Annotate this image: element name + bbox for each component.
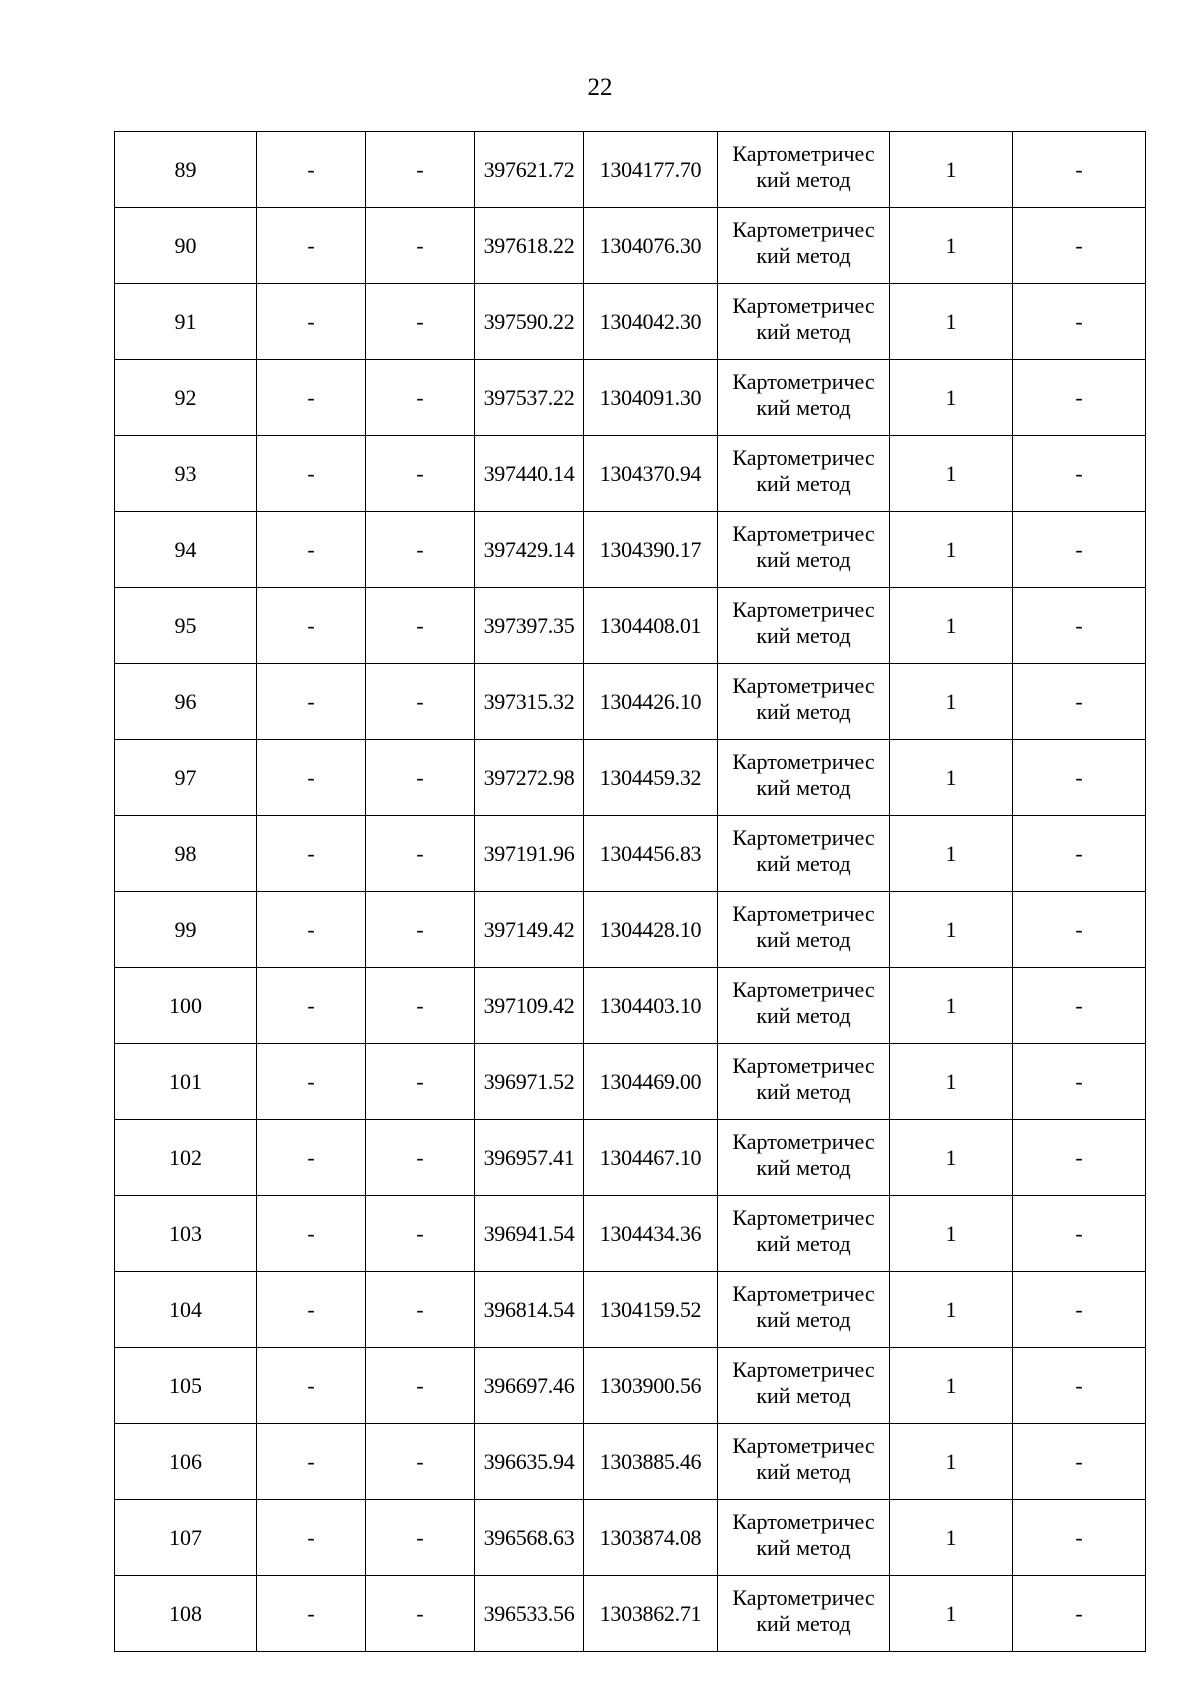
- dash-cell: -: [257, 892, 366, 968]
- table-row: [115, 740, 1146, 816]
- y-coordinate-cell: 1303900.56: [584, 1348, 718, 1424]
- point-number-cell: 92: [115, 360, 257, 436]
- point-number-cell: 108: [115, 1576, 257, 1652]
- dash-cell: -: [1013, 512, 1146, 588]
- dash-cell: -: [366, 968, 475, 1044]
- y-coordinate-cell: 1304467.10: [584, 1120, 718, 1196]
- method-line-2: кий метод: [756, 622, 851, 648]
- dash-cell: -: [1013, 740, 1146, 816]
- table-row: [115, 284, 1146, 360]
- x-coordinate-cell: 396941.54: [475, 1196, 584, 1272]
- table-row: [115, 1348, 1146, 1424]
- x-coordinate-cell: 397315.32: [475, 664, 584, 740]
- method-line-1: Картометричес: [732, 748, 875, 774]
- accuracy-cell: 1: [890, 740, 1013, 816]
- dash-cell: -: [1013, 1500, 1146, 1576]
- method-line-2: кий метод: [756, 1458, 851, 1484]
- dash-cell: -: [1013, 1120, 1146, 1196]
- x-coordinate-cell: 397590.22: [475, 284, 584, 360]
- y-coordinate-cell: 1304159.52: [584, 1272, 718, 1348]
- table-row: [115, 436, 1146, 512]
- method-line-2: кий метод: [756, 1002, 851, 1028]
- accuracy-cell: 1: [890, 892, 1013, 968]
- point-number-cell: 95: [115, 588, 257, 664]
- x-coordinate-cell: 397618.22: [475, 208, 584, 284]
- x-coordinate-cell: 397621.72: [475, 132, 584, 208]
- method-line-1: Картометричес: [732, 1128, 875, 1154]
- x-coordinate-cell: 397191.96: [475, 816, 584, 892]
- dash-cell: -: [257, 1348, 366, 1424]
- method-line-2: кий метод: [756, 774, 851, 800]
- method-line-1: Картометричес: [732, 1280, 875, 1306]
- method-line-1: Картометричес: [732, 976, 875, 1002]
- y-coordinate-cell: 1303862.71: [584, 1576, 718, 1652]
- x-coordinate-cell: 396568.63: [475, 1500, 584, 1576]
- method-cell: [718, 968, 890, 1044]
- dash-cell: -: [257, 588, 366, 664]
- dash-cell: -: [257, 1576, 366, 1652]
- method-line-2: кий метод: [756, 166, 851, 192]
- dash-cell: -: [366, 436, 475, 512]
- method-cell: [718, 1272, 890, 1348]
- dash-cell: -: [257, 1424, 366, 1500]
- method-line-1: Картометричес: [732, 1432, 875, 1458]
- dash-cell: -: [257, 740, 366, 816]
- dash-cell: -: [257, 208, 366, 284]
- dash-cell: -: [366, 816, 475, 892]
- x-coordinate-cell: 397429.14: [475, 512, 584, 588]
- accuracy-cell: 1: [890, 1576, 1013, 1652]
- dash-cell: -: [257, 1120, 366, 1196]
- dash-cell: -: [366, 1424, 475, 1500]
- method-line-2: кий метод: [756, 1230, 851, 1256]
- method-line-2: кий метод: [756, 318, 851, 344]
- dash-cell: -: [257, 132, 366, 208]
- method-cell: [718, 816, 890, 892]
- dash-cell: -: [1013, 436, 1146, 512]
- coordinates-table: [114, 131, 1146, 1652]
- dash-cell: -: [366, 892, 475, 968]
- method-cell: [718, 1348, 890, 1424]
- table-row: [115, 968, 1146, 1044]
- y-coordinate-cell: 1304459.32: [584, 740, 718, 816]
- method-line-1: Картометричес: [732, 900, 875, 926]
- dash-cell: -: [366, 284, 475, 360]
- accuracy-cell: 1: [890, 360, 1013, 436]
- y-coordinate-cell: 1304428.10: [584, 892, 718, 968]
- accuracy-cell: 1: [890, 1120, 1013, 1196]
- method-line-1: Картометричес: [732, 1584, 875, 1610]
- method-cell: [718, 1500, 890, 1576]
- point-number-cell: 102: [115, 1120, 257, 1196]
- dash-cell: -: [366, 1196, 475, 1272]
- method-line-1: Картометричес: [732, 1204, 875, 1230]
- dash-cell: -: [1013, 968, 1146, 1044]
- dash-cell: -: [1013, 360, 1146, 436]
- dash-cell: -: [366, 360, 475, 436]
- method-cell: [718, 436, 890, 512]
- accuracy-cell: 1: [890, 1348, 1013, 1424]
- accuracy-cell: 1: [890, 1044, 1013, 1120]
- y-coordinate-cell: 1304091.30: [584, 360, 718, 436]
- accuracy-cell: 1: [890, 588, 1013, 664]
- dash-cell: -: [366, 740, 475, 816]
- dash-cell: -: [366, 1120, 475, 1196]
- dash-cell: -: [1013, 1272, 1146, 1348]
- point-number-cell: 98: [115, 816, 257, 892]
- dash-cell: -: [257, 360, 366, 436]
- table-row: [115, 588, 1146, 664]
- point-number-cell: 106: [115, 1424, 257, 1500]
- method-line-2: кий метод: [756, 1306, 851, 1332]
- x-coordinate-cell: 397149.42: [475, 892, 584, 968]
- accuracy-cell: 1: [890, 436, 1013, 512]
- method-cell: [718, 1044, 890, 1120]
- method-line-2: кий метод: [756, 1078, 851, 1104]
- x-coordinate-cell: 396814.54: [475, 1272, 584, 1348]
- accuracy-cell: 1: [890, 284, 1013, 360]
- dash-cell: -: [366, 588, 475, 664]
- method-cell: [718, 892, 890, 968]
- dash-cell: -: [1013, 1576, 1146, 1652]
- x-coordinate-cell: 396957.41: [475, 1120, 584, 1196]
- dash-cell: -: [366, 1348, 475, 1424]
- dash-cell: -: [366, 208, 475, 284]
- table-row: [115, 1044, 1146, 1120]
- dash-cell: -: [257, 1044, 366, 1120]
- table-row: [115, 1272, 1146, 1348]
- dash-cell: -: [1013, 284, 1146, 360]
- y-coordinate-cell: 1304042.30: [584, 284, 718, 360]
- dash-cell: -: [257, 512, 366, 588]
- dash-cell: -: [366, 512, 475, 588]
- dash-cell: -: [366, 1044, 475, 1120]
- point-number-cell: 94: [115, 512, 257, 588]
- dash-cell: -: [1013, 1044, 1146, 1120]
- method-cell: [718, 208, 890, 284]
- table-row: [115, 664, 1146, 740]
- y-coordinate-cell: 1304403.10: [584, 968, 718, 1044]
- method-cell: [718, 1120, 890, 1196]
- method-line-1: Картометричес: [732, 672, 875, 698]
- method-line-1: Картометричес: [732, 824, 875, 850]
- accuracy-cell: 1: [890, 1500, 1013, 1576]
- point-number-cell: 105: [115, 1348, 257, 1424]
- y-coordinate-cell: 1303885.46: [584, 1424, 718, 1500]
- table-row: [115, 1120, 1146, 1196]
- method-cell: [718, 132, 890, 208]
- method-line-1: Картометричес: [732, 140, 875, 166]
- point-number-cell: 107: [115, 1500, 257, 1576]
- dash-cell: -: [366, 132, 475, 208]
- table-row: [115, 132, 1146, 208]
- dash-cell: -: [366, 1272, 475, 1348]
- dash-cell: -: [366, 664, 475, 740]
- y-coordinate-cell: 1304370.94: [584, 436, 718, 512]
- point-number-cell: 104: [115, 1272, 257, 1348]
- x-coordinate-cell: 396971.52: [475, 1044, 584, 1120]
- method-line-1: Картометричес: [732, 1356, 875, 1382]
- method-cell: [718, 588, 890, 664]
- point-number-cell: 90: [115, 208, 257, 284]
- dash-cell: -: [1013, 664, 1146, 740]
- table-body: [115, 132, 1146, 1652]
- method-line-1: Картометричес: [732, 1052, 875, 1078]
- table-row: [115, 512, 1146, 588]
- table-row: [115, 1576, 1146, 1652]
- y-coordinate-cell: 1304469.00: [584, 1044, 718, 1120]
- x-coordinate-cell: 396635.94: [475, 1424, 584, 1500]
- point-number-cell: 99: [115, 892, 257, 968]
- x-coordinate-cell: 396697.46: [475, 1348, 584, 1424]
- point-number-cell: 103: [115, 1196, 257, 1272]
- method-line-2: кий метод: [756, 1534, 851, 1560]
- point-number-cell: 93: [115, 436, 257, 512]
- table-row: [115, 892, 1146, 968]
- dash-cell: -: [257, 284, 366, 360]
- x-coordinate-cell: 397537.22: [475, 360, 584, 436]
- method-line-2: кий метод: [756, 926, 851, 952]
- x-coordinate-cell: 396533.56: [475, 1576, 584, 1652]
- method-line-1: Картометричес: [732, 596, 875, 622]
- dash-cell: -: [257, 1272, 366, 1348]
- dash-cell: -: [1013, 1196, 1146, 1272]
- y-coordinate-cell: 1304408.01: [584, 588, 718, 664]
- method-cell: [718, 740, 890, 816]
- dash-cell: -: [1013, 1424, 1146, 1500]
- y-coordinate-cell: 1304076.30: [584, 208, 718, 284]
- dash-cell: -: [257, 1196, 366, 1272]
- accuracy-cell: 1: [890, 816, 1013, 892]
- dash-cell: -: [366, 1500, 475, 1576]
- point-number-cell: 101: [115, 1044, 257, 1120]
- dash-cell: -: [257, 1500, 366, 1576]
- point-number-cell: 89: [115, 132, 257, 208]
- y-coordinate-cell: 1304434.36: [584, 1196, 718, 1272]
- table-row: [115, 208, 1146, 284]
- point-number-cell: 91: [115, 284, 257, 360]
- y-coordinate-cell: 1304390.17: [584, 512, 718, 588]
- dash-cell: -: [1013, 132, 1146, 208]
- table-row: [115, 816, 1146, 892]
- method-line-2: кий метод: [756, 1610, 851, 1636]
- accuracy-cell: 1: [890, 132, 1013, 208]
- y-coordinate-cell: 1304177.70: [584, 132, 718, 208]
- method-line-2: кий метод: [756, 470, 851, 496]
- accuracy-cell: 1: [890, 1196, 1013, 1272]
- dash-cell: -: [257, 664, 366, 740]
- dash-cell: -: [257, 816, 366, 892]
- point-number-cell: 96: [115, 664, 257, 740]
- method-line-1: Картометричес: [732, 444, 875, 470]
- x-coordinate-cell: 397440.14: [475, 436, 584, 512]
- table-row: [115, 1500, 1146, 1576]
- method-cell: [718, 284, 890, 360]
- dash-cell: -: [1013, 816, 1146, 892]
- point-number-cell: 97: [115, 740, 257, 816]
- dash-cell: -: [1013, 892, 1146, 968]
- accuracy-cell: 1: [890, 968, 1013, 1044]
- method-line-2: кий метод: [756, 546, 851, 572]
- table-row: [115, 1424, 1146, 1500]
- table-row: [115, 1196, 1146, 1272]
- method-line-1: Картометричес: [732, 368, 875, 394]
- dash-cell: -: [257, 968, 366, 1044]
- accuracy-cell: 1: [890, 512, 1013, 588]
- dash-cell: -: [1013, 208, 1146, 284]
- x-coordinate-cell: 397272.98: [475, 740, 584, 816]
- table-row: [115, 360, 1146, 436]
- method-cell: [718, 1576, 890, 1652]
- method-line-1: Картометричес: [732, 216, 875, 242]
- x-coordinate-cell: 397109.42: [475, 968, 584, 1044]
- method-line-2: кий метод: [756, 1154, 851, 1180]
- x-coordinate-cell: 397397.35: [475, 588, 584, 664]
- dash-cell: -: [366, 1576, 475, 1652]
- method-cell: [718, 1196, 890, 1272]
- method-cell: [718, 1424, 890, 1500]
- accuracy-cell: 1: [890, 1424, 1013, 1500]
- dash-cell: -: [257, 436, 366, 512]
- page-number: 22: [587, 74, 613, 101]
- point-number-cell: 100: [115, 968, 257, 1044]
- accuracy-cell: 1: [890, 664, 1013, 740]
- accuracy-cell: 1: [890, 1272, 1013, 1348]
- method-line-2: кий метод: [756, 394, 851, 420]
- method-cell: [718, 360, 890, 436]
- method-line-2: кий метод: [756, 698, 851, 724]
- dash-cell: -: [1013, 588, 1146, 664]
- y-coordinate-cell: 1304456.83: [584, 816, 718, 892]
- method-line-1: Картометричес: [732, 292, 875, 318]
- method-line-1: Картометричес: [732, 520, 875, 546]
- method-cell: [718, 512, 890, 588]
- y-coordinate-cell: 1303874.08: [584, 1500, 718, 1576]
- method-line-2: кий метод: [756, 850, 851, 876]
- method-line-2: кий метод: [756, 1382, 851, 1408]
- y-coordinate-cell: 1304426.10: [584, 664, 718, 740]
- method-cell: [718, 664, 890, 740]
- accuracy-cell: 1: [890, 208, 1013, 284]
- dash-cell: -: [1013, 1348, 1146, 1424]
- method-line-2: кий метод: [756, 242, 851, 268]
- method-line-1: Картометричес: [732, 1508, 875, 1534]
